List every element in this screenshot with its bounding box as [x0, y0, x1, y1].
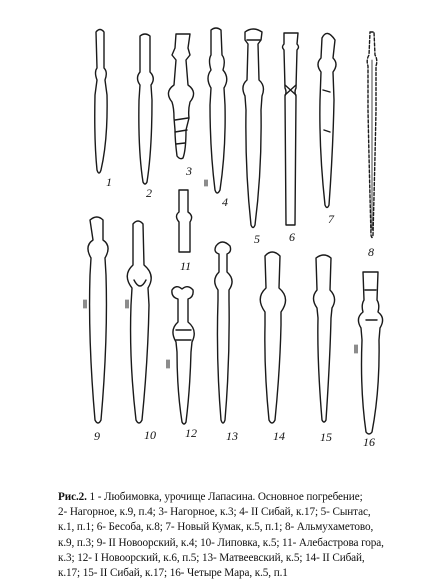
label-14: 14 — [273, 429, 285, 443]
dagger-9-drawing — [88, 217, 108, 423]
dagger-16-drawing — [358, 272, 382, 434]
label-2: 2 — [146, 186, 152, 200]
dagger-1-drawing — [95, 30, 107, 174]
label-16: 16 — [363, 435, 375, 449]
label-11: 11 — [180, 259, 192, 273]
dagger-15-drawing — [314, 255, 335, 422]
label-12: 12 — [185, 426, 197, 440]
label-4: 4 — [222, 195, 228, 209]
caption-line-4: к.9, п.3; 9- II Новоорский, к.4; 10- Липовка, к.5; 11- Алебастрова гора, — [58, 536, 384, 549]
dagger-14-drawing — [260, 252, 285, 423]
dagger-5-drawing — [243, 29, 264, 228]
dagger-8-drawing — [367, 32, 377, 238]
dagger-10-drawing — [127, 221, 151, 423]
label-8: 8 — [368, 245, 374, 259]
caption-line-1 — [58, 490, 442, 505]
caption-line-3: к.1, п.1; 6- Бесоба, к.8; 7- Новый Кумак, к.5, п.1; 8- Альмухаметово, — [58, 521, 374, 534]
figure-caption — [58, 490, 442, 581]
dagger-6-drawing — [283, 33, 299, 225]
dagger-2-drawing — [138, 34, 154, 184]
label-9: 9 — [94, 429, 100, 443]
caption-line-1-text: 1 - Любимовка, урочище Лапасина. Основное погребение; — [86, 491, 363, 503]
label-10: 10 — [144, 428, 156, 442]
label-7: 7 — [328, 212, 334, 226]
caption-line-2: 2- Нагорное, к.9, п.4; 3- Нагорное, к.3; 4- II Сибай, к.17; 5- Сынтас, — [58, 506, 371, 519]
label-13: 13 — [226, 429, 238, 443]
dagger-3-drawing — [168, 34, 193, 159]
label-5: 5 — [254, 232, 260, 246]
label-1: 1 — [106, 175, 112, 189]
caption-line-6: к.17; 15- II Сибай, к.17; 16- Четыре Мара, к.5, п.1 — [58, 567, 288, 580]
label-6: 6 — [289, 230, 295, 244]
dagger-13-drawing — [215, 242, 232, 423]
dagger-12-drawing — [172, 287, 194, 424]
caption-line-5: к.3; 12- I Новоорский, к.6, п.5; 13- Матвеевский, к.5; 14- II Сибай, — [58, 551, 365, 564]
dagger-4-drawing — [208, 28, 227, 193]
caption-lead: Рис.2. — [58, 491, 87, 503]
dagger-7-drawing — [318, 33, 336, 207]
label-3: 3 — [186, 164, 192, 178]
label-15: 15 — [320, 430, 332, 444]
dagger-11-drawing — [177, 190, 192, 252]
